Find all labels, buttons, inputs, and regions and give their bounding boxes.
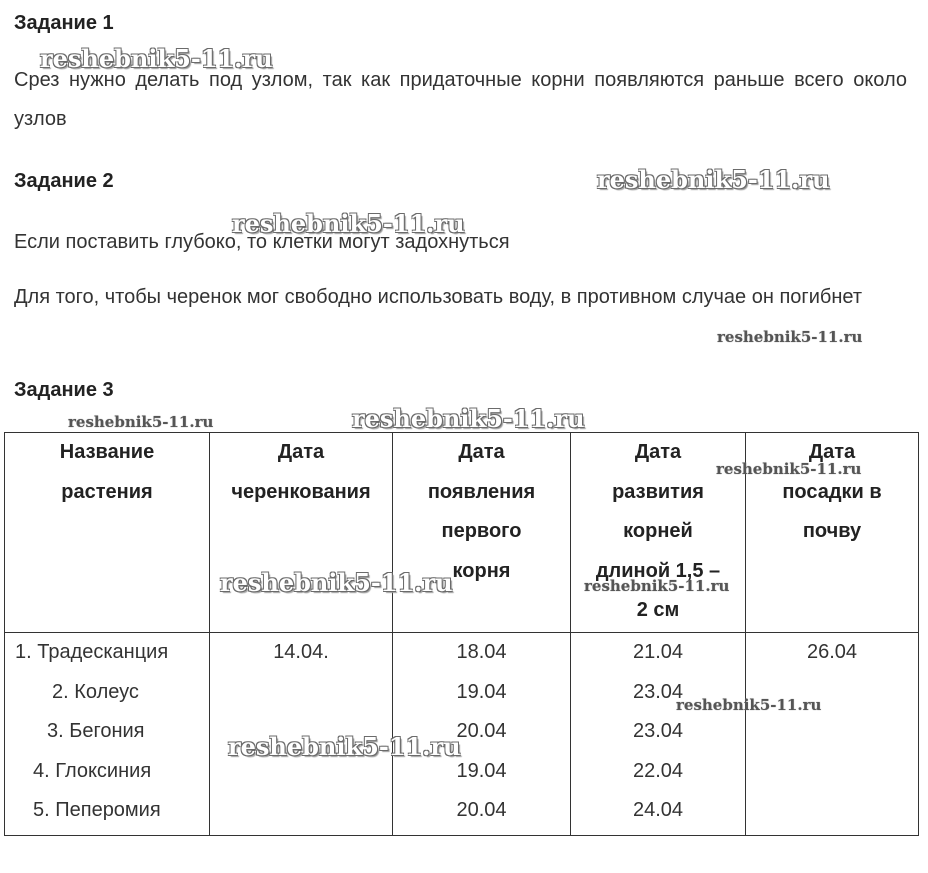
watermark: reshebnik5-11.ru — [584, 577, 730, 595]
watermark: reshebnik5-11.ru — [352, 404, 585, 433]
watermark: reshebnik5-11.ru — [68, 413, 214, 431]
watermark: reshebnik5-11.ru — [597, 165, 830, 194]
header-plant-name: Название растения — [5, 433, 210, 633]
header-cutting-date: Дата черенкования — [210, 433, 393, 633]
watermark: reshebnik5-11.ru — [232, 209, 465, 238]
task1-heading: Задание 1 — [14, 12, 114, 34]
watermark: reshebnik5-11.ru — [40, 44, 273, 73]
header-planting-date: Дата посадки в почву — [746, 433, 919, 633]
task2-answer-1: Если поставить глубоко, то клетки могут задохнуться — [14, 231, 510, 253]
list-item: 3. Бегония — [47, 720, 145, 742]
planting-date-cell: 26.04 — [746, 633, 919, 836]
list-item: 1. Традесканция — [15, 641, 169, 663]
header-root-development-date: Дата развития корней длиной 1,5 – 2 см — [571, 433, 746, 633]
rooting-table — [4, 432, 919, 836]
header-first-root-date: Дата появления первого корня — [393, 433, 571, 633]
task2-heading: Задание 2 — [14, 170, 114, 192]
task2-answer-2: Для того, чтобы черенок мог свободно использовать воду, в противном случае он погибнет — [14, 286, 862, 308]
first-root-date-cell: 18.04 19.04 20.04 19.04 20.04 — [393, 633, 571, 836]
plant-name-cell — [5, 633, 210, 836]
task3-heading: Задание 3 — [14, 379, 114, 401]
task1-answer: Срез нужно делать под узлом, так как придаточные корни появляются раньше всего около узлов — [14, 69, 907, 130]
watermark: reshebnik5-11.ru — [676, 696, 822, 714]
table-header-row — [5, 433, 919, 633]
list-item: 4. Глоксиния — [33, 759, 152, 782]
list-item: 5. Пеперомия — [33, 799, 161, 821]
watermark: reshebnik5-11.ru — [228, 732, 461, 761]
list-item: 2. Колеус — [52, 680, 139, 703]
watermark: reshebnik5-11.ru — [717, 328, 863, 346]
watermark: reshebnik5-11.ru — [220, 568, 453, 597]
watermark: reshebnik5-11.ru — [716, 460, 862, 478]
cutting-date-cell: 14.04. — [210, 633, 393, 836]
root-development-date-cell: 21.04 23.04 23.04 22.04 24.04 — [571, 633, 746, 836]
table-data-row — [5, 633, 919, 836]
